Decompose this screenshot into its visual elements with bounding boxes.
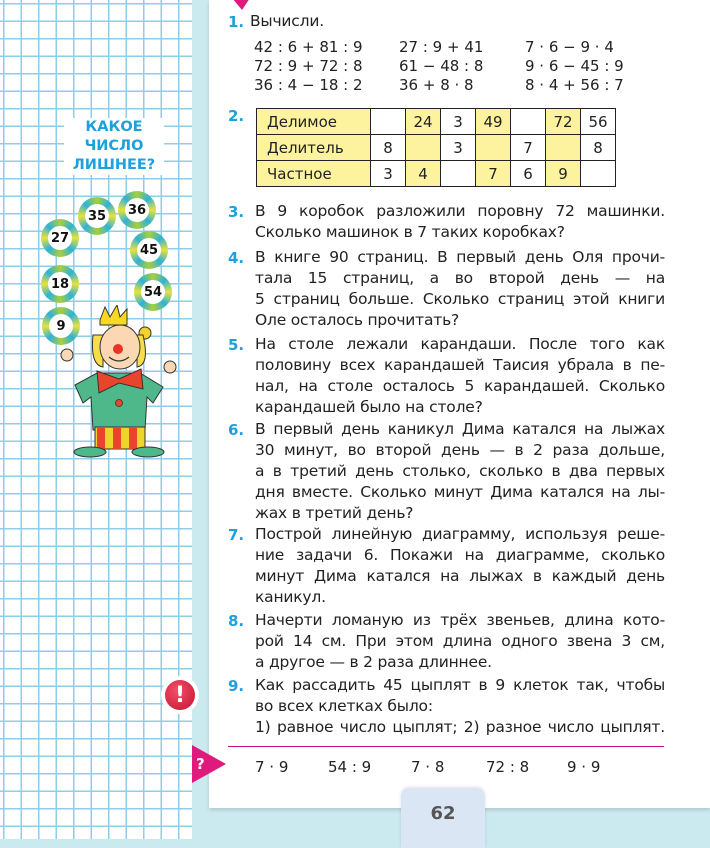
clown-nose (113, 344, 123, 354)
text-line: рой 14 см. При этом длина одного звена 3 см, (255, 632, 665, 650)
table-cell (371, 109, 406, 135)
text-line: во всех клетках было: (255, 697, 433, 715)
number-ball (41, 265, 79, 303)
bottom-expression: 7 · 9 (255, 758, 289, 776)
text-line: тала 15 страниц, а во второй день — на (255, 269, 665, 287)
table-cell (476, 135, 511, 161)
attention-badge (161, 676, 199, 714)
ball-label: 18 (48, 272, 72, 296)
task-number: 2. (228, 107, 245, 125)
text-line: В 9 коробок разложили поровну 72 машинки. (255, 202, 665, 220)
task-text (255, 247, 665, 331)
row-label: Делимое (257, 109, 371, 135)
sidebar-title-line: КАКОЕ (85, 119, 143, 135)
text-line: Начерти ломаную из трёх звеньев, длина кото- (255, 611, 665, 629)
division-table (256, 108, 616, 187)
clown-illustration (35, 305, 185, 460)
margin-strip (192, 0, 209, 839)
text-line: В первый день каникул Дима катался на лыжах (255, 420, 665, 438)
number-ball (78, 197, 116, 235)
text-line: В книге 90 страниц. В первый день Оля прочи- (255, 248, 665, 266)
text-line: 5 страниц больше. Сколько страниц этой книги (255, 290, 665, 308)
expression-column (525, 38, 624, 95)
section-divider (228, 746, 664, 747)
expression: 36 + 8 · 8 (399, 76, 474, 94)
expression-column (399, 38, 483, 95)
table-cell: 4 (406, 161, 441, 187)
text-line: Оле осталось прочитать? (255, 311, 460, 329)
expression: 27 : 9 + 41 (399, 38, 484, 56)
table-cell: 72 (546, 109, 581, 135)
table-row (257, 109, 616, 135)
expression: 61 − 48 : 8 (399, 57, 484, 75)
text-line: На столе лежали карандаши. После того как (255, 335, 665, 353)
table-row (257, 161, 616, 187)
text-line: половину всех карандашей Таисия убрала в пе- (255, 356, 665, 374)
table-cell: 7 (511, 135, 546, 161)
table-cell: 3 (371, 161, 406, 187)
text-line: 30 минут, во второй день — в 2 раза дольше, (255, 441, 665, 459)
task-text (255, 675, 665, 738)
page-number: 62 (401, 788, 485, 848)
text-line: 1) равное число цыплят; 2) разное число цыплят. (255, 718, 665, 736)
ball-label: 27 (48, 226, 72, 250)
text-line: Построй линейную диаграмму, используя реше- (255, 525, 665, 543)
bottom-expression: 9 · 9 (567, 758, 601, 776)
table-cell (441, 161, 476, 187)
corner-marker (232, 0, 250, 10)
table-cell: 8 (581, 135, 616, 161)
expression: 36 : 4 − 18 : 2 (254, 76, 363, 94)
row-label: Частное (257, 161, 371, 187)
text-line: а в третий день столько, сколько в два первых (255, 462, 665, 480)
task-text (255, 334, 665, 418)
task-number: 8. (228, 612, 245, 630)
task-number: 7. (228, 526, 245, 544)
task-text (255, 201, 665, 243)
task-number: 1. (228, 13, 245, 31)
number-ball (130, 231, 168, 269)
table-cell: 8 (371, 135, 406, 161)
expression-column (254, 38, 363, 95)
text-line: а другое — в 2 раза длиннее. (255, 653, 492, 671)
table-cell: 49 (476, 109, 511, 135)
table-cell: 6 (511, 161, 546, 187)
task-number: 6. (228, 421, 245, 439)
text-line: минут Дима катался на лыжах в каждый день (255, 567, 665, 585)
table-cell: 56 (581, 109, 616, 135)
text-line: жах в третий день? (255, 504, 414, 522)
table-cell (406, 135, 441, 161)
ball-label: 45 (137, 238, 161, 262)
task-number: 4. (228, 249, 245, 267)
bottom-expression: 72 : 8 (486, 758, 530, 776)
ball-label: 36 (125, 198, 149, 222)
expression: 9 · 6 − 45 : 9 (525, 57, 624, 75)
table-cell: 7 (476, 161, 511, 187)
task-text (255, 419, 665, 524)
expression: 42 : 6 + 81 : 9 (254, 38, 363, 56)
text-line: Как рассадить 45 цыплят в 9 клеток так, чтобы (255, 676, 665, 694)
table-row (257, 135, 616, 161)
sidebar-title (64, 118, 164, 175)
ball-label: 54 (141, 280, 165, 304)
sidebar-title-line: ЛИШНЕЕ? (72, 157, 156, 173)
table-cell: 9 (546, 161, 581, 187)
table-cell (511, 109, 546, 135)
text-line: ние задачи 6. Покажи на диаграмме, сколько (255, 546, 665, 564)
text-line: каникул. (255, 588, 326, 606)
exclamation-icon: ! (165, 680, 195, 710)
ball-label: 9 (49, 314, 73, 338)
table-cell: 24 (406, 109, 441, 135)
ball-label: 35 (85, 204, 109, 228)
expression: 8 · 4 + 56 : 7 (525, 76, 624, 94)
table-cell: 3 (441, 109, 476, 135)
number-ball (41, 219, 79, 257)
table-cell (546, 135, 581, 161)
number-ball (118, 191, 156, 229)
bottom-expression: 54 : 9 (328, 758, 372, 776)
bottom-expression: 7 · 8 (411, 758, 445, 776)
task-number: 5. (228, 336, 245, 354)
task-number: 3. (228, 203, 245, 221)
sidebar-title-line: ЧИСЛО (84, 138, 144, 154)
text-line: нал, на столе осталось 5 карандашей. Сколько (255, 377, 665, 395)
table-cell: 3 (441, 135, 476, 161)
task-text (255, 610, 665, 673)
row-label: Делитель (257, 135, 371, 161)
trouser-stripes (97, 427, 137, 449)
task-text (255, 524, 665, 608)
table-cell (581, 161, 616, 187)
text-line: карандашей было на столе? (255, 398, 483, 416)
task-number: 9. (228, 677, 245, 695)
text-line: Сколько машинок в 7 таких коробках? (255, 223, 565, 241)
expression: 72 : 9 + 72 : 8 (254, 57, 363, 75)
clown-button (116, 400, 123, 407)
question-icon: ? (196, 755, 205, 773)
task-title: Вычисли. (250, 12, 324, 30)
expression: 7 · 6 − 9 · 4 (525, 38, 614, 56)
text-line: дня вместе. Сколько минут Дима катался на лы- (255, 483, 665, 501)
